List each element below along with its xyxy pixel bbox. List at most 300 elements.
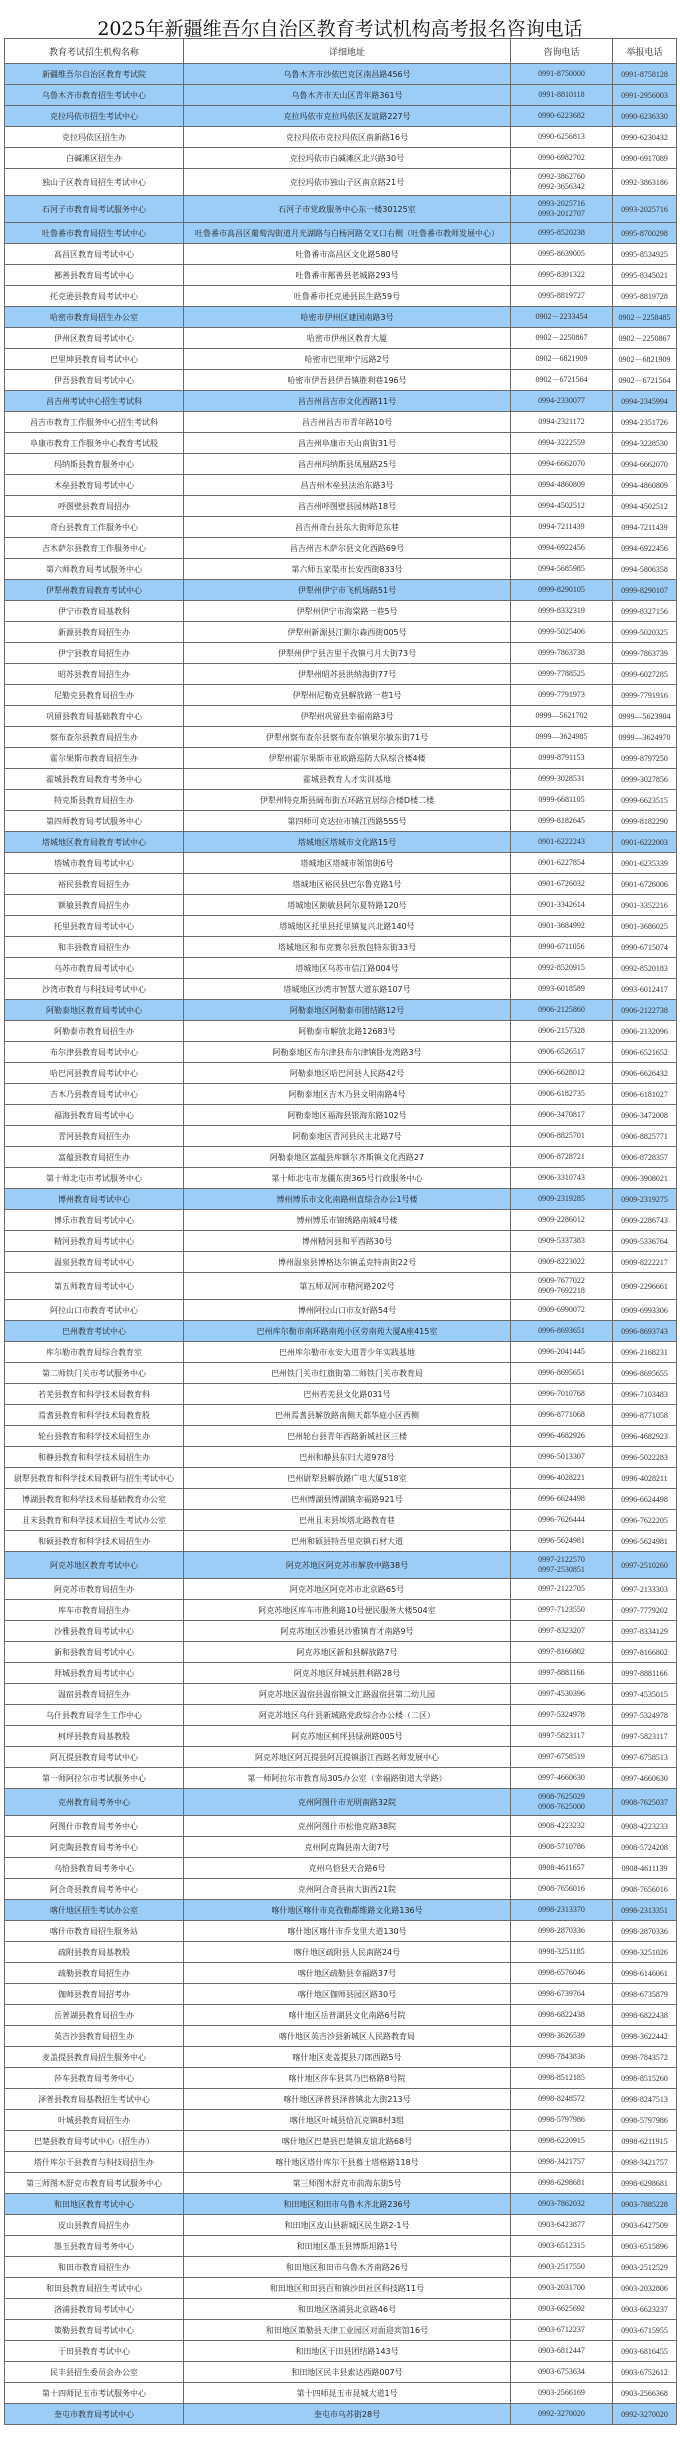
consult-phone xyxy=(511,1189,613,1210)
report-phone: 0903-6752612 xyxy=(613,2362,677,2383)
report-phone: 0909-2319275 xyxy=(613,1189,677,1210)
report-phone: 0998-6735879 xyxy=(613,1984,677,2005)
consult-phone-number: 0909-7692218 xyxy=(538,1286,585,1295)
report-phone: 0990-6917089 xyxy=(613,148,677,169)
report-phone: 0994-2351726 xyxy=(613,412,677,433)
consult-phone xyxy=(511,2257,613,2278)
table-body xyxy=(5,64,677,2425)
address: 塔城地区塔城市文化路15号 xyxy=(184,832,511,853)
consult-phone xyxy=(511,1984,613,2005)
table-row xyxy=(5,2068,677,2089)
institution-name: 洛浦县教育局考试中心 xyxy=(5,2299,184,2320)
report-phone: 0997-2133303 xyxy=(613,1579,677,1600)
institution-name: 阿勒泰市教育局招生办 xyxy=(5,1021,184,1042)
table-row xyxy=(5,2131,677,2152)
address: 塔城地区沙湾市智慧大道东路107号 xyxy=(184,979,511,1000)
institution-name: 英吉沙县教育局招生办 xyxy=(5,2026,184,2047)
report-phone: 0909-8222217 xyxy=(613,1252,677,1273)
address: 克州阿图什市光明南路32院 xyxy=(184,1789,511,1816)
report-phone: 0994-2345994 xyxy=(613,391,677,412)
consult-phone xyxy=(511,874,613,895)
institution-name: 察布查尔县教育局招生办 xyxy=(5,727,184,748)
consult-phone xyxy=(511,391,613,412)
consult-phone xyxy=(511,196,613,223)
consult-phone-number: 0902－2250867 xyxy=(535,333,588,342)
consult-phone xyxy=(511,1789,613,1816)
table-row xyxy=(5,979,677,1000)
report-phone: 0999-8327156 xyxy=(613,601,677,622)
table-row xyxy=(5,1726,677,1747)
report-phone: 0996-4682923 xyxy=(613,1426,677,1447)
address: 阿克苏地区沙雅县沙雅镇育才南路9号 xyxy=(184,1621,511,1642)
report-phone: 0906-6181027 xyxy=(613,1084,677,1105)
consult-phone xyxy=(511,895,613,916)
consult-phone xyxy=(511,601,613,622)
table-row xyxy=(5,1468,677,1489)
consult-phone-number: 0999-3028531 xyxy=(538,774,585,783)
institution-name: 第十师北屯市考试服务中心 xyxy=(5,1168,184,1189)
table-row xyxy=(5,1600,677,1621)
table-row xyxy=(5,1531,677,1552)
table-row xyxy=(5,1363,677,1384)
report-phone: 0903-6427509 xyxy=(613,2215,677,2236)
consult-phone xyxy=(511,85,613,106)
address: 和田地区皮山县新城区民生路2-1号 xyxy=(184,2215,511,2236)
address: 阿克苏地区乌什县新城路党政综合办公楼（二区） xyxy=(184,1705,511,1726)
address: 巴州焉耆县解放路南侧天都华庭小区西侧 xyxy=(184,1405,511,1426)
consult-phone-number: 0998-8512185 xyxy=(538,2073,585,2082)
address: 伊犁州新源县江额尔森西街005号 xyxy=(184,622,511,643)
address: 巴州铁门关市红旗街第二师铁门关市教育局 xyxy=(184,1363,511,1384)
table-row xyxy=(5,580,677,601)
report-phone: 0999-3027856 xyxy=(613,769,677,790)
consult-phone-number: 0997-2122570 xyxy=(538,1555,585,1564)
address: 第五师双河市精河路202号 xyxy=(184,1273,511,1300)
consult-phone-number: 0908-7625029 xyxy=(538,1792,585,1801)
consult-phone-number: 0998-3251185 xyxy=(538,1947,585,1956)
report-phone: 0999-6623515 xyxy=(613,790,677,811)
consult-phone xyxy=(511,2194,613,2215)
institution-name: 叶城县教育局招生办 xyxy=(5,2110,184,2131)
report-phone: 0999-7791916 xyxy=(613,685,677,706)
institution-name: 塔什库尔干县教育与科技局招生办 xyxy=(5,2152,184,2173)
header-name: 教育考试招生机构名称 xyxy=(5,39,184,64)
consult-phone-number: 0990-6256813 xyxy=(538,132,585,141)
consult-phone-number: 0901-6227854 xyxy=(538,858,585,867)
report-phone: 0996-7103483 xyxy=(613,1384,677,1405)
consult-phone-number: 0908-4611657 xyxy=(538,1863,585,1872)
address: 阿克苏地区新和县解放路7号 xyxy=(184,1642,511,1663)
institution-name: 富蕴县教育局招生办 xyxy=(5,1147,184,1168)
institution-name: 第五师教育局考试中心 xyxy=(5,1273,184,1300)
table-row xyxy=(5,2404,677,2425)
consult-phone xyxy=(511,706,613,727)
institution-name: 墨玉县教育局考务中心 xyxy=(5,2236,184,2257)
consult-phone xyxy=(511,517,613,538)
consult-phone-number: 0995-8819727 xyxy=(538,291,585,300)
address: 伊犁州伊宁县吉里于孜镇弓月大街73号 xyxy=(184,643,511,664)
institution-name: 伊州区教育局考试中心 xyxy=(5,328,184,349)
report-phone: 0903-2566368 xyxy=(613,2383,677,2404)
table-row xyxy=(5,1447,677,1468)
consult-phone-number: 0996-8695651 xyxy=(538,1368,585,1377)
consult-phone xyxy=(511,1705,613,1726)
consult-phone xyxy=(511,169,613,196)
consult-phone xyxy=(511,643,613,664)
consult-phone-number: 0996-5624981 xyxy=(538,1536,585,1545)
report-phone: 0998-3421757 xyxy=(613,2152,677,2173)
consult-phone-number: 0997-8881166 xyxy=(538,1668,585,1677)
consult-phone xyxy=(511,2131,613,2152)
consult-phone-number: 0909-2286012 xyxy=(538,1215,585,1224)
address: 伊犁州伊宁市海棠路一巷5号 xyxy=(184,601,511,622)
consult-phone-number: 0901-6222243 xyxy=(538,837,585,846)
institution-name: 第十四师昆玉市考试服务中心 xyxy=(5,2383,184,2404)
consult-phone-number: 0992-3656342 xyxy=(538,182,585,191)
institution-name: 新源县教育局招生办 xyxy=(5,622,184,643)
report-phone: 0906-2132096 xyxy=(613,1021,677,1042)
institution-name: 吉木萨尔县教育工作服务中心 xyxy=(5,538,184,559)
report-phone: 0991-2956003 xyxy=(613,85,677,106)
institution-name: 和田地区教育考试中心 xyxy=(5,2194,184,2215)
address: 昌吉州木垒县法治东路3号 xyxy=(184,475,511,496)
report-phone: 0998-2870336 xyxy=(613,1921,677,1942)
consult-phone-number: 0994-3222559 xyxy=(538,438,585,447)
report-phone: 0990-6715074 xyxy=(613,937,677,958)
report-phone: 0901-6235339 xyxy=(613,853,677,874)
consult-phone xyxy=(511,307,613,328)
report-phone: 0903-2032806 xyxy=(613,2278,677,2299)
table-row xyxy=(5,790,677,811)
consult-phone-number: 0998-6822438 xyxy=(538,2010,585,2019)
table-row xyxy=(5,1579,677,1600)
consult-phone-number: 0998-3421757 xyxy=(538,2157,585,2166)
consult-phone-number: 0998-6220915 xyxy=(538,2136,585,2145)
consult-phone-number: 0903-2517550 xyxy=(538,2262,585,2271)
consult-phone-number: 0990-6711056 xyxy=(538,942,585,951)
report-phone: 0908-7656016 xyxy=(613,1879,677,1900)
institution-name: 喀什地区招生考试办公室 xyxy=(5,1900,184,1921)
institution-name: 阿瓦提县教育局考试中心 xyxy=(5,1747,184,1768)
institution-name: 独山子区教育局招生考试中心 xyxy=(5,169,184,196)
consult-phone-number: 0997-2122705 xyxy=(538,1584,585,1593)
report-phone: 0903-2512529 xyxy=(613,2257,677,2278)
report-phone: 0996-8771058 xyxy=(613,1405,677,1426)
consult-phone-number: 0996-8771068 xyxy=(538,1410,585,1419)
consult-phone-number: 0998-6576046 xyxy=(538,1968,585,1977)
consult-phone-number: 0994-6662070 xyxy=(538,459,585,468)
address: 霍城县教育人才实训基地 xyxy=(184,769,511,790)
report-phone: 0998-6822438 xyxy=(613,2005,677,2026)
address: 阿勒泰地区福海县银海东路102号 xyxy=(184,1105,511,1126)
institution-name: 且末县教育和科学技术局招生考试办公室 xyxy=(5,1510,184,1531)
consult-phone-number: 0908-5710786 xyxy=(538,1842,585,1851)
consult-phone xyxy=(511,1021,613,1042)
table-row xyxy=(5,1342,677,1363)
consult-phone xyxy=(511,1579,613,1600)
table-row xyxy=(5,1168,677,1189)
address: 塔城地区和布克赛尔县敖包特东街33号 xyxy=(184,937,511,958)
institution-name: 塔城地区教育局教育考试中心 xyxy=(5,832,184,853)
consult-phone xyxy=(511,832,613,853)
institution-name: 尼勒克县教育局招生办 xyxy=(5,685,184,706)
address: 吐鲁番市高昌区文化路580号 xyxy=(184,244,511,265)
institution-name: 霍城县教育局教育考务中心 xyxy=(5,769,184,790)
table-row xyxy=(5,1231,677,1252)
consult-phone-number: 0996-7626444 xyxy=(538,1515,585,1524)
table-row xyxy=(5,265,677,286)
report-phone: 0909-2296661 xyxy=(613,1273,677,1300)
report-phone: 0998-5797986 xyxy=(613,2110,677,2131)
institution-name: 乌什县教育局学生工作中心 xyxy=(5,1705,184,1726)
institution-name: 乌恰县教育局考务中心 xyxy=(5,1858,184,1879)
report-phone: 0908-7625037 xyxy=(613,1789,677,1816)
address: 巴州和硕县特吾里克镇石材大道 xyxy=(184,1531,511,1552)
consult-phone-number: 0997-8323207 xyxy=(538,1626,585,1635)
consult-phone xyxy=(511,2278,613,2299)
report-phone: 0903-6715955 xyxy=(613,2320,677,2341)
consult-phone-number: 0998-5797986 xyxy=(538,2115,585,2124)
report-phone: 0903-7885228 xyxy=(613,2194,677,2215)
table-row xyxy=(5,1663,677,1684)
institution-name: 特克斯县教育局招生办 xyxy=(5,790,184,811)
address: 克拉玛依市独山子区南京路21号 xyxy=(184,169,511,196)
institution-name: 疏勒县教育局招生办 xyxy=(5,1963,184,1984)
address: 和田地区民丰县索达西路007号 xyxy=(184,2362,511,2383)
address: 克州阿图什市松他克路38院 xyxy=(184,1816,511,1837)
consult-phone-number: 0998-2313370 xyxy=(538,1905,585,1914)
address: 博州精河县和平西路30号 xyxy=(184,1231,511,1252)
table-row xyxy=(5,1747,677,1768)
institution-name: 喀什市教育局招生服务站 xyxy=(5,1921,184,1942)
institution-name: 博州教育局考试中心 xyxy=(5,1189,184,1210)
table-row xyxy=(5,1042,677,1063)
report-phone: 0995-8534925 xyxy=(613,244,677,265)
consult-phone-number: 0993-2025716 xyxy=(538,199,585,208)
address: 阿勒泰地区阿勒泰市团结路12号 xyxy=(184,1000,511,1021)
address: 喀什地区麦盖提县刀郎西路5号 xyxy=(184,2047,511,2068)
report-phone: 0991-8758128 xyxy=(613,64,677,85)
institution-name: 拜城县教育局考试中心 xyxy=(5,1663,184,1684)
address: 喀什地区喀什市克孜勒都维路文化路136号 xyxy=(184,1900,511,1921)
institution-name: 玛纳斯县教育服务中心 xyxy=(5,454,184,475)
consult-phone-number: 0909-2319285 xyxy=(538,1194,585,1203)
consult-phone-number: 0999-8332319 xyxy=(538,606,585,615)
address: 伊犁州昭苏县洪纳海街77号 xyxy=(184,664,511,685)
consult-phone xyxy=(511,538,613,559)
report-phone: 0995-8345021 xyxy=(613,265,677,286)
table-row xyxy=(5,685,677,706)
consult-phone xyxy=(511,1510,613,1531)
table-row xyxy=(5,1384,677,1405)
header-report-phone: 举报电话 xyxy=(613,39,677,64)
consult-phone xyxy=(511,1321,613,1342)
consult-phone-number: 0996-2041445 xyxy=(538,1347,585,1356)
consult-phone-number: 0998-2870336 xyxy=(538,1926,585,1935)
report-phone: 0992-3270020 xyxy=(613,2404,677,2425)
consult-phone-number: 0992-3862760 xyxy=(538,172,585,181)
report-phone: 0998-3622442 xyxy=(613,2026,677,2047)
table-row xyxy=(5,2089,677,2110)
institution-name: 和静县教育和科学技术局招生办 xyxy=(5,1447,184,1468)
consult-phone xyxy=(511,223,613,244)
consult-phone xyxy=(511,433,613,454)
consult-phone xyxy=(511,1468,613,1489)
consult-phone xyxy=(511,2026,613,2047)
table-row xyxy=(5,1768,677,1789)
report-phone: 0990-6236330 xyxy=(613,106,677,127)
consult-phone xyxy=(511,2089,613,2110)
table-row xyxy=(5,748,677,769)
consult-phone-number: 0909-5337383 xyxy=(538,1236,585,1245)
consult-phone xyxy=(511,1168,613,1189)
address: 克州乌恰县天合路6号 xyxy=(184,1858,511,1879)
consult-phone xyxy=(511,2341,613,2362)
institution-name: 裕民县教育局招生办 xyxy=(5,874,184,895)
consult-phone xyxy=(511,853,613,874)
consult-phone-number: 0991-8810118 xyxy=(538,90,585,99)
consult-phone xyxy=(511,454,613,475)
address: 喀什地区喀什市乔戈里大道130号 xyxy=(184,1921,511,1942)
institution-name: 乌鲁木齐市教育招生考试中心 xyxy=(5,85,184,106)
address: 乌鲁木齐市沙依巴克区南昌路456号 xyxy=(184,64,511,85)
consult-phone xyxy=(511,1858,613,1879)
table-row xyxy=(5,2173,677,2194)
institution-name: 巴楚县教育局考试中心（招生办） xyxy=(5,2131,184,2152)
consult-phone-number: 0906-6526517 xyxy=(538,1047,585,1056)
address: 克拉玛依市克拉玛依区南新路16号 xyxy=(184,127,511,148)
consult-phone-number: 0902－6821909 xyxy=(535,354,588,363)
address: 伊犁州察布查尔县察布查尔镇果尔敏东街71号 xyxy=(184,727,511,748)
consult-phone xyxy=(511,1147,613,1168)
report-phone: 0996-5022283 xyxy=(613,1447,677,1468)
consult-phone xyxy=(511,1900,613,1921)
table-row xyxy=(5,244,677,265)
table-row xyxy=(5,1942,677,1963)
report-phone: 0906-3908021 xyxy=(613,1168,677,1189)
table-row xyxy=(5,412,677,433)
consult-phone-number: 0906-6628012 xyxy=(538,1068,585,1077)
report-phone: 0906-8728357 xyxy=(613,1147,677,1168)
consult-phone xyxy=(511,811,613,832)
header-consult-phone: 咨询电话 xyxy=(511,39,613,64)
institution-name: 吉木乃县教育局考试中心 xyxy=(5,1084,184,1105)
institution-name: 哈巴河县教育局考试中心 xyxy=(5,1063,184,1084)
address: 喀什地区巴楚县巴楚镇友谊北路68号 xyxy=(184,2131,511,2152)
report-phone: 0996-8693743 xyxy=(613,1321,677,1342)
consult-phone-number: 0994-4502512 xyxy=(538,501,585,510)
institution-name: 博湖县教育和科学技术局基础教育办公室 xyxy=(5,1489,184,1510)
consult-phone-number: 0997-2530851 xyxy=(538,1565,585,1574)
table-row xyxy=(5,349,677,370)
report-phone: 0902－6721564 xyxy=(613,370,677,391)
consult-phone xyxy=(511,622,613,643)
address: 克州阿合奇县南大街西21院 xyxy=(184,1879,511,1900)
consult-phone xyxy=(511,1879,613,1900)
consult-phone-number: 0997-4530396 xyxy=(538,1689,585,1698)
table-row xyxy=(5,2362,677,2383)
report-phone: 0902－2258485 xyxy=(613,307,677,328)
address: 和田地区和田市乌鲁木齐北路236号 xyxy=(184,2194,511,2215)
institution-name: 新和县教育局考试中心 xyxy=(5,1642,184,1663)
address: 昌吉州奇台县东大街师范东巷 xyxy=(184,517,511,538)
consult-phone-number: 0999-5025406 xyxy=(538,627,585,636)
institution-name: 石河子市教育局考试服务中心 xyxy=(5,196,184,223)
report-phone: 0994-5806358 xyxy=(613,559,677,580)
table-row xyxy=(5,2005,677,2026)
address: 博州阿拉山口市友好路54号 xyxy=(184,1300,511,1321)
table-row xyxy=(5,391,677,412)
address: 博州温泉县博格达尔镇孟克特南街22号 xyxy=(184,1252,511,1273)
consult-phone xyxy=(511,370,613,391)
consult-phone xyxy=(511,1342,613,1363)
report-phone: 0903-6623237 xyxy=(613,2299,677,2320)
address: 昌吉州阜康市天山南街31号 xyxy=(184,433,511,454)
table-row xyxy=(5,64,677,85)
table-row xyxy=(5,2047,677,2068)
consult-phone xyxy=(511,1531,613,1552)
table-row xyxy=(5,1489,677,1510)
consult-phone-number: 0908-7656016 xyxy=(538,1884,585,1893)
institution-name: 哈密市教育局招生办公室 xyxy=(5,307,184,328)
institution-name: 木垒县教育局考试中心 xyxy=(5,475,184,496)
consult-phone-number: 0993-6018589 xyxy=(538,984,585,993)
consult-phone-number: 0903-2031700 xyxy=(538,2283,585,2292)
table-row xyxy=(5,1705,677,1726)
consult-phone xyxy=(511,1384,613,1405)
table-row xyxy=(5,2341,677,2362)
address: 克拉玛依市克拉玛依区友谊路227号 xyxy=(184,106,511,127)
report-phone: 0999-8182290 xyxy=(613,811,677,832)
consult-phone-number: 0903-6423877 xyxy=(538,2220,585,2229)
table-row xyxy=(5,1147,677,1168)
consult-phone xyxy=(511,685,613,706)
consult-phone xyxy=(511,127,613,148)
table-row xyxy=(5,433,677,454)
address: 吐鲁番市高昌区葡萄沟街道月光湖路与白杨河路交叉口右侧（吐鲁番市教师发展中心） xyxy=(184,223,511,244)
institution-name: 于田县教育考试中心 xyxy=(5,2341,184,2362)
table-row xyxy=(5,1405,677,1426)
consult-phone-number: 0994-7211439 xyxy=(538,522,585,531)
consult-phone-number: 0994-6922456 xyxy=(538,543,585,552)
institution-name: 克州教育局考务中心 xyxy=(5,1789,184,1816)
institution-name: 轮台县教育和科学技术局招生办 xyxy=(5,1426,184,1447)
table-row xyxy=(5,2236,677,2257)
table-row xyxy=(5,1984,677,2005)
table-row xyxy=(5,1021,677,1042)
consult-phone xyxy=(511,1063,613,1084)
institution-name: 和田县教育局招生考试中心 xyxy=(5,2278,184,2299)
address: 和田地区墨玉县博斯坦路1号 xyxy=(184,2236,511,2257)
table-row xyxy=(5,832,677,853)
consult-phone xyxy=(511,937,613,958)
table-row xyxy=(5,1858,677,1879)
table-row xyxy=(5,727,677,748)
report-phone: 0996-4028211 xyxy=(613,1468,677,1489)
report-phone: 0903-6816455 xyxy=(613,2341,677,2362)
consult-phone xyxy=(511,2404,613,2425)
table-row xyxy=(5,106,677,127)
consult-phone xyxy=(511,1252,613,1273)
consult-phone-number: 0992-8520915 xyxy=(538,963,585,972)
report-phone: 0997-2510260 xyxy=(613,1552,677,1579)
consult-phone-number: 0999-7791973 xyxy=(538,690,585,699)
table-row xyxy=(5,517,677,538)
institution-name: 白碱滩区招生办 xyxy=(5,148,184,169)
table-row xyxy=(5,2110,677,2131)
report-phone: 0994-7211439 xyxy=(613,517,677,538)
consult-phone xyxy=(511,1684,613,1705)
